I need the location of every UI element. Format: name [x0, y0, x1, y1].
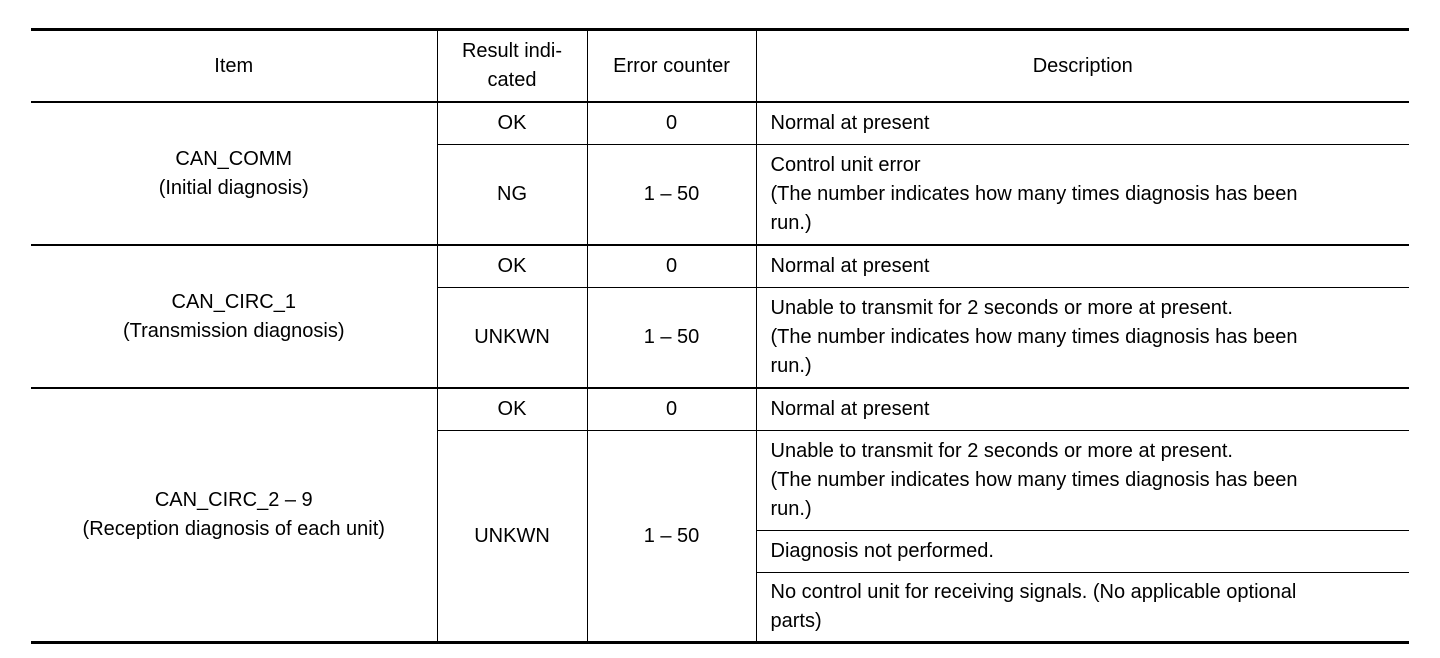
description-cell: Normal at present	[756, 388, 1409, 431]
item-name: CAN_CIRC_2 – 9	[154, 489, 313, 511]
item-subtitle: (Transmission diagnosis)	[122, 319, 345, 342]
item-subtitle: (Initial diagnosis)	[158, 176, 309, 199]
result-cell: OK	[437, 102, 587, 145]
description-line: (The number indicates how many times diagnosis has been	[770, 326, 1298, 348]
header-item: Item	[31, 30, 437, 103]
description-line: run.)	[770, 498, 812, 520]
counter-cell: 0	[587, 245, 756, 288]
item-name: CAN_CIRC_1	[171, 290, 296, 313]
header-description: Description	[756, 30, 1409, 103]
item-subtitle: (Reception diagnosis of each unit)	[82, 518, 385, 540]
can-diagnosis-table	[31, 28, 1409, 644]
result-cell: OK	[437, 245, 587, 288]
table-row	[31, 388, 1409, 431]
description-line: Unable to transmit for 2 seconds or more at present.	[770, 440, 1233, 462]
item-cell-can-circ-1	[31, 245, 437, 388]
can-diagnosis-table-container	[31, 28, 1409, 644]
counter-cell: 0	[587, 102, 756, 145]
header-row	[31, 30, 1409, 103]
description-cell: Diagnosis not performed.	[756, 531, 1409, 573]
description-cell	[756, 573, 1409, 643]
description-cell: Normal at present	[756, 102, 1409, 145]
table-row	[31, 102, 1409, 145]
description-line: run.)	[770, 212, 812, 234]
item-cell-can-comm	[31, 102, 437, 245]
description-line: No control unit for receiving signals. (No applicable optional	[770, 581, 1297, 603]
description-line: (The number indicates how many times diagnosis has been	[770, 469, 1298, 491]
item-cell-can-circ-2-9	[31, 388, 437, 643]
header-error-counter: Error counter	[587, 30, 756, 103]
description-cell	[756, 431, 1409, 531]
item-name: CAN_COMM	[175, 147, 293, 170]
result-cell: NG	[437, 145, 587, 246]
counter-cell: 1 – 50	[587, 431, 756, 643]
description-line: (The number indicates how many times diagnosis has been	[770, 183, 1298, 205]
header-result-line-1: Result indi-	[461, 40, 563, 62]
description-cell	[756, 145, 1409, 246]
description-line: Control unit error	[770, 154, 921, 176]
result-cell: UNKWN	[437, 431, 587, 643]
counter-cell: 1 – 50	[587, 145, 756, 246]
counter-cell: 0	[587, 388, 756, 431]
description-cell	[756, 288, 1409, 389]
counter-cell: 1 – 50	[587, 288, 756, 389]
result-cell: OK	[437, 388, 587, 431]
table-row	[31, 245, 1409, 288]
description-line: Unable to transmit for 2 seconds or more at present.	[770, 297, 1233, 319]
description-cell: Normal at present	[756, 245, 1409, 288]
description-line: run.)	[770, 355, 812, 377]
description-line: parts)	[770, 610, 822, 632]
header-result	[437, 30, 587, 103]
header-result-line-2: cated	[487, 69, 537, 91]
result-cell: UNKWN	[437, 288, 587, 389]
